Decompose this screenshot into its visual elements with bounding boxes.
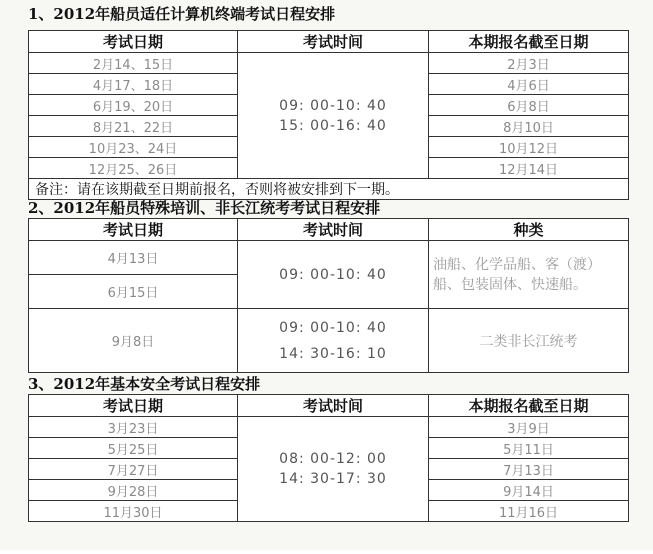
exam-time-cell (238, 309, 429, 373)
deadline-cell: 2月3日 (429, 53, 629, 74)
exam-time-cell (238, 417, 429, 522)
header-exam-date: 考试日期 (29, 219, 238, 241)
exam-date-cell: 9月8日 (29, 309, 238, 373)
deadline-cell: 4月6日 (429, 74, 629, 95)
time-line: 14: 30-17: 30 (279, 471, 387, 487)
category-cell: 二类非长江统考 (429, 309, 629, 373)
deadline-cell: 9月14日 (429, 480, 629, 501)
section1-title: 1、2012年船员适任计算机终端考试日程安排 (28, 5, 336, 23)
section3-title: 3、2012年基本安全考试日程安排 (28, 375, 261, 393)
section1-note: 备注：请在该期截至日期前报名，否则将被安排到下一期。 (29, 179, 629, 200)
exam-date-cell: 10月23、24日 (29, 137, 238, 158)
header-deadline: 本期报名截至日期 (429, 395, 629, 417)
category-cell: 油船、化学品船、客（渡）船、包装固体、快速船。 (429, 241, 629, 309)
deadline-cell: 3月9日 (429, 417, 629, 438)
header-exam-date: 考试日期 (29, 395, 238, 417)
section1-table (28, 30, 629, 200)
deadline-cell: 6月8日 (429, 95, 629, 116)
bottom-border (0, 550, 653, 554)
section2-table (28, 218, 629, 373)
header-exam-date: 考试日期 (29, 31, 238, 53)
section3-table (28, 394, 629, 522)
exam-date-cell: 5月25日 (29, 438, 238, 459)
header-deadline: 本期报名截至日期 (429, 31, 629, 53)
exam-date-cell: 4月17、18日 (29, 74, 238, 95)
time-line: 09: 00-10: 40 (279, 319, 387, 336)
time-line: 14: 30-16: 10 (279, 345, 387, 362)
exam-time-cell: 09: 00-10: 40 (238, 241, 429, 309)
exam-date-cell: 8月21、22日 (29, 116, 238, 137)
exam-date-cell: 4月13日 (29, 241, 238, 275)
deadline-cell: 8月10日 (429, 116, 629, 137)
header-category: 种类 (429, 219, 629, 241)
exam-date-cell: 11月30日 (29, 501, 238, 522)
time-line: 09: 00-10: 40 (279, 97, 387, 114)
deadline-cell: 10月12日 (429, 137, 629, 158)
deadline-cell: 12月14日 (429, 158, 629, 179)
exam-date-cell: 7月27日 (29, 459, 238, 480)
time-line: 15: 00-16: 40 (279, 117, 387, 134)
time-line: 08: 00-12: 00 (279, 451, 387, 467)
exam-date-cell: 3月23日 (29, 417, 238, 438)
deadline-cell: 7月13日 (429, 459, 629, 480)
exam-date-cell: 9月28日 (29, 480, 238, 501)
header-exam-time: 考试时间 (238, 219, 429, 241)
exam-date-cell: 6月19、20日 (29, 95, 238, 116)
header-exam-time: 考试时间 (238, 31, 429, 53)
exam-date-cell: 6月15日 (29, 275, 238, 309)
exam-date-cell: 12月25、26日 (29, 158, 238, 179)
section2-title: 2、2012年船员特殊培训、非长江统考考试日程安排 (28, 199, 381, 217)
exam-date-cell: 2月14、15日 (29, 53, 238, 74)
header-exam-time: 考试时间 (238, 395, 429, 417)
deadline-cell: 11月16日 (429, 501, 629, 522)
exam-time-cell (238, 53, 429, 179)
deadline-cell: 5月11日 (429, 438, 629, 459)
